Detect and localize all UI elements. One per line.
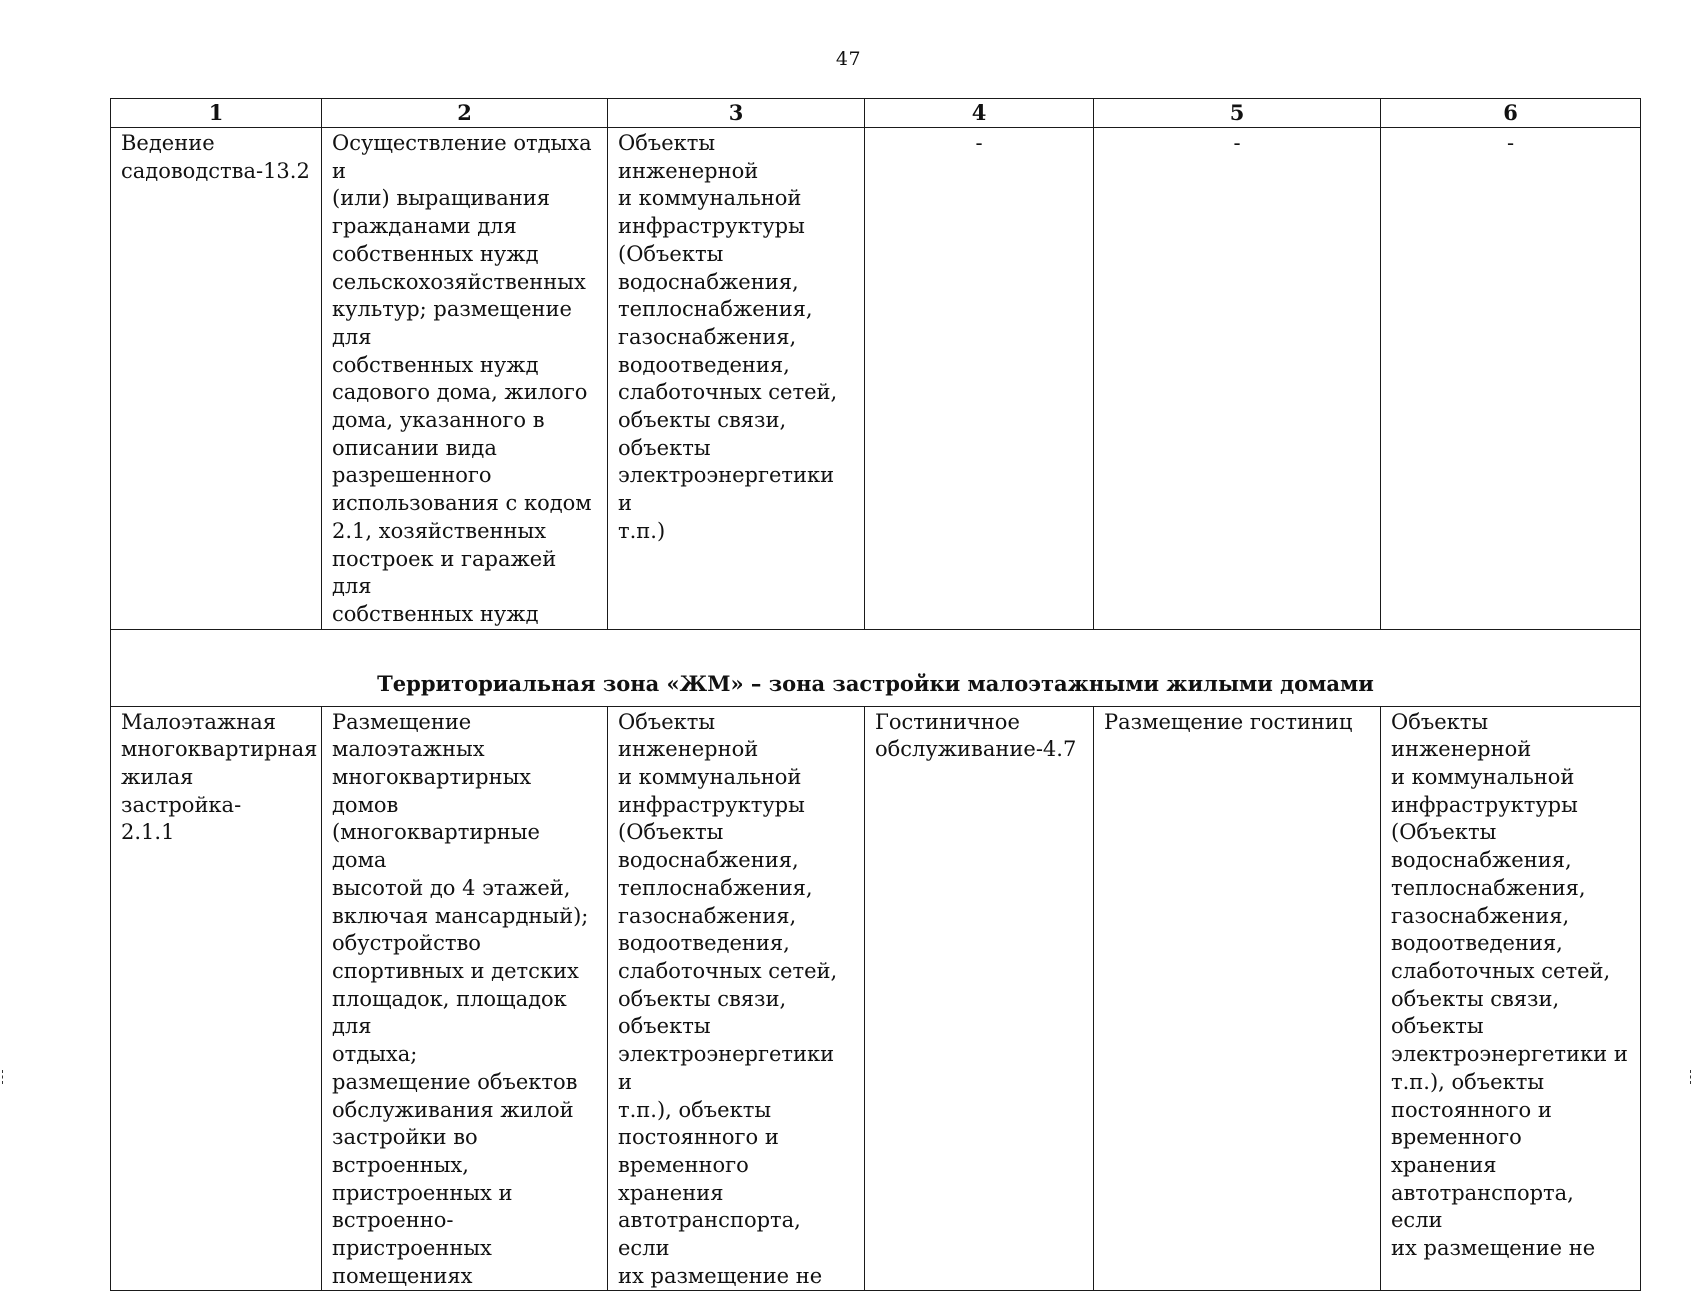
column-number-row <box>111 99 1641 128</box>
column-number-6: 6 <box>1381 99 1641 128</box>
auxiliary-objects-cell: Объекты инженерной и коммунальной инфраструктуры (Объекты водоснабжения, теплоснабжения, газоснабжения, водоотведения, слаботочных сетей, объекты связи, объекты электроэнергетики и т.п.), объекты постоянного и временного хранения автотранспорта, если их размещение не <box>608 706 865 1291</box>
conditional-auxiliary-cell: - <box>1381 128 1641 630</box>
conditional-use-cell: Гостиничное обслуживание-4.7 <box>865 706 1094 1291</box>
use-type-cell: Ведение садоводства-13.2 <box>111 128 322 630</box>
column-number-4: 4 <box>865 99 1094 128</box>
left-edge-mark <box>2 1070 5 1084</box>
table-row <box>111 128 1641 630</box>
column-number-1: 1 <box>111 99 322 128</box>
column-number-2: 2 <box>322 99 608 128</box>
conditional-description-cell: Размещение гостиниц <box>1094 706 1381 1291</box>
use-type-cell: Малоэтажная многоквартирная жилая застройка- 2.1.1 <box>111 706 322 1291</box>
right-edge-mark <box>1690 1070 1693 1084</box>
use-description-cell: Размещение малоэтажных многоквартирных домов (многоквартирные дома высотой до 4 этажей, включая мансардный); обустройство спортивных и детских площадок, площадок для отдыха; размещение объектов обслуживания жилой застройки во встроенных, пристроенных и встроенно-пристроенных помещениях <box>322 706 608 1291</box>
auxiliary-objects-cell: Объекты инженерной и коммунальной инфраструктуры (Объекты водоснабжения, теплоснабжения, газоснабжения, водоотведения, слаботочных сетей, объекты связи, объекты электроэнергетики и т.п.) <box>608 128 865 630</box>
zone-heading-row <box>111 629 1641 706</box>
column-number-3: 3 <box>608 99 865 128</box>
zone-title: Территориальная зона «ЖМ» – зона застройки малоэтажными жилыми домами <box>111 629 1641 706</box>
table-row <box>111 706 1641 1291</box>
conditional-auxiliary-cell: Объекты инженерной и коммунальной инфраструктуры (Объекты водоснабжения, теплоснабжения, газоснабжения, водоотведения, слаботочных сетей, объекты связи, объекты электроэнергетики и т.п.), объекты постоянного и временного хранения автотранспорта, если их размещение не <box>1381 706 1641 1291</box>
page-number: 47 <box>835 48 862 70</box>
column-number-5: 5 <box>1094 99 1381 128</box>
use-description-cell: Осуществление отдыха и (или) выращивания гражданами для собственных нужд сельскохозяйственных культур; размещение для собственных нужд садового дома, жилого дома, указанного в описании вида разрешенного использования с кодом 2.1, хозяйственных построек и гаражей для собственных нужд <box>322 128 608 630</box>
conditional-use-cell: - <box>865 128 1094 630</box>
land-use-table <box>110 98 1641 1291</box>
conditional-description-cell: - <box>1094 128 1381 630</box>
